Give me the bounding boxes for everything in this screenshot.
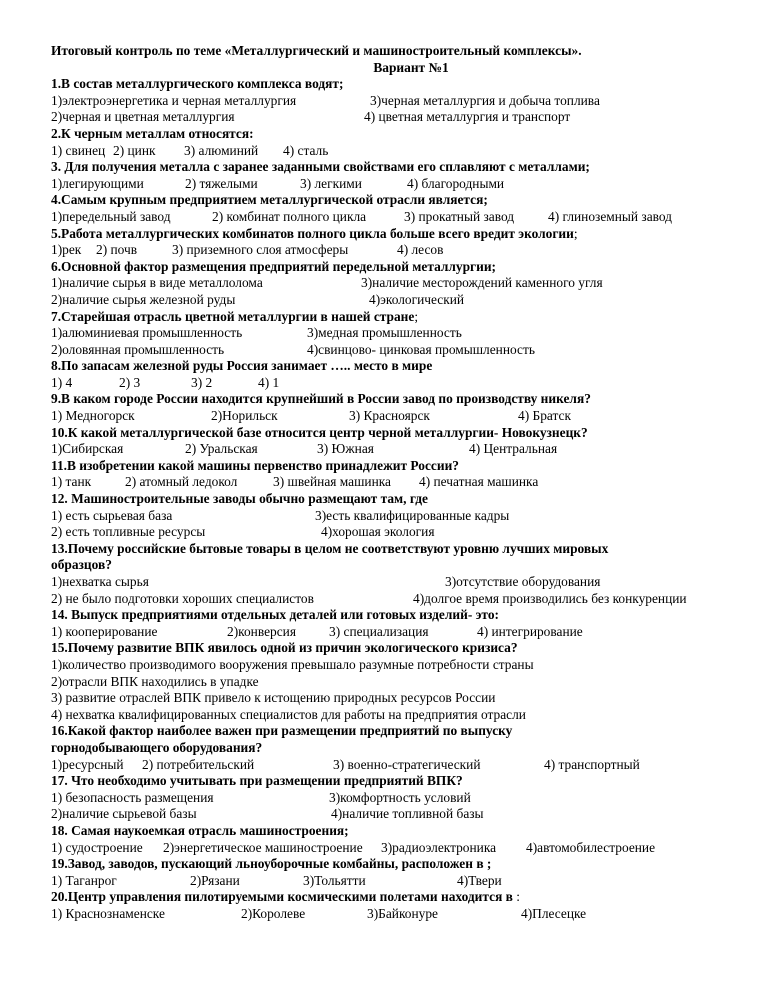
answer-option: 2) Уральская — [185, 441, 258, 457]
answer-option: 2)конверсия — [227, 623, 296, 639]
question-16: 16.Какой фактор наиболее важен при размещении предприятий по выпуску — [51, 723, 513, 739]
question-19: 19.Завод, заводов, пускающий льноуборочные комбайны, расположен в ; — [51, 856, 492, 872]
answer-option: 3)Тольятти — [303, 872, 366, 888]
question-text: 7.Старейшая отрасль цветной металлургии в нашей стране — [51, 308, 415, 324]
answer-option: 2)наличие сырья железной руды — [51, 291, 236, 307]
answer-option: 3)Байконуре — [367, 905, 438, 921]
answer-option: 2) не было подготовки хороших специалистов — [51, 590, 314, 606]
question-12: 12. Машиностроительные заводы обычно размещают там, где — [51, 491, 428, 507]
answer-option: 1)количество производимого вооружения превышало разумные потребности страны — [51, 656, 534, 672]
answer-option: 4) транспортный — [544, 756, 640, 772]
answer-row — [51, 143, 751, 160]
question-text: 5.Работа металлургических комбинатов полного цикла больше всего вредит экологии — [51, 225, 574, 241]
answer-row — [51, 93, 751, 110]
answer-option: 3)отсутствие оборудования — [445, 574, 601, 589]
answer-option: 2) тяжелыми — [185, 175, 258, 191]
answer-option: 1) судостроение — [51, 839, 143, 855]
answer-option: 2)черная и цветная металлургия — [51, 109, 235, 125]
answer-option: 1)передельный завод — [51, 208, 171, 224]
question-1: 1.В состав металлургического комплекса водят; — [51, 76, 344, 92]
question-13: 13.Почему российские бытовые товары в целом не соответствуют уровню лучших мировых — [51, 540, 609, 556]
answer-option: 4)хорошая экология — [321, 524, 435, 540]
answer-option: 4)автомобилестроение — [526, 839, 656, 855]
answer-option: 1) танк — [51, 474, 92, 490]
answer-row — [51, 624, 751, 641]
answer-option: 1)рек — [51, 242, 82, 258]
answer-option: 1) Краснознаменске — [51, 905, 165, 921]
variant-heading: Вариант №1 — [373, 59, 449, 75]
answer-option: 1)алюминиевая промышленность — [51, 325, 243, 341]
question-14: 14. Выпуск предприятиями отдельных деталей или готовых изделий- это: — [51, 607, 499, 623]
answer-option: 4) цветная металлургия и транспорт — [364, 109, 571, 125]
question-13-continued: образцов? — [51, 557, 112, 573]
answer-option: 2)энергетическое машиностроение — [163, 839, 363, 855]
answer-option: 2) есть топливные ресурсы — [51, 524, 206, 540]
answer-option: 1) безопасность размещения — [51, 789, 214, 805]
answer-option: 3) приземного слоя атмосферы — [172, 242, 349, 258]
answer-option: 3) специализация — [329, 623, 429, 639]
answer-option: 1)наличие сырья в виде металлолома — [51, 275, 263, 291]
answer-option: 3)медная промышленность — [307, 325, 462, 341]
answer-row — [51, 873, 751, 890]
answer-row — [51, 906, 751, 923]
answer-row — [51, 574, 751, 591]
answer-option: 2)наличие сырьевой базы — [51, 806, 197, 822]
question-4: 4.Самым крупным предприятием металлургической отрасли является; — [51, 192, 488, 208]
answer-option: 4)наличие топливной базы — [331, 806, 484, 822]
answer-option: 4) печатная машинка — [419, 474, 539, 490]
answer-option: 3) Южная — [317, 441, 374, 457]
answer-option: 3) прокатный завод — [404, 208, 515, 224]
answer-option: 2)Рязани — [190, 872, 240, 888]
answer-option: 3) легкими — [300, 175, 362, 191]
answer-option: 1) есть сырьевая база — [51, 507, 173, 523]
question-5 — [51, 226, 751, 243]
answer-option: 3)радиоэлектроника — [381, 839, 497, 855]
question-11: 11.В изобретении какой машины первенство принадлежит России? — [51, 457, 459, 473]
answer-option: 1) 4 — [51, 374, 73, 390]
answer-option: 4)Твери — [457, 872, 502, 888]
question-17: 17. Что необходимо учитывать при размещении предприятий ВПК? — [51, 773, 463, 789]
answer-option: 4) глиноземный завод — [548, 208, 672, 224]
answer-option: 4) Братск — [518, 408, 571, 424]
answer-row — [51, 109, 751, 126]
answer-option: 1)электроэнергетика и черная металлургия — [51, 92, 297, 108]
answer-row — [51, 292, 751, 309]
answer-option: 1) свинец — [51, 142, 106, 158]
document-title: Итоговый контроль по теме «Металлургический и машиностроительный комплексы». — [51, 43, 582, 58]
answer-option: 2) атомный ледокол — [125, 474, 238, 490]
answer-row — [51, 757, 751, 774]
answer-option: 3)комфортность условий — [329, 789, 471, 805]
answer-option: 1) кооперирование — [51, 623, 158, 639]
answer-option: 4) Центральная — [469, 441, 558, 457]
answer-row — [51, 524, 751, 541]
answer-option: 1)ресурсный — [51, 756, 124, 772]
answer-row — [51, 790, 751, 807]
question-18: 18. Самая наукоемкая отрасль машиностроения; — [51, 822, 349, 838]
question-9: 9.В каком городе России находится крупнейший в России завод по производству никеля? — [51, 391, 591, 407]
question-20 — [51, 889, 751, 906]
answer-row — [51, 209, 751, 226]
answer-option: 4) нехватка квалифицированных специалистов для работы на предприятия отрасли — [51, 706, 526, 722]
answer-option: 4) интегрирование — [477, 623, 583, 639]
answer-option: 4) сталь — [283, 142, 329, 158]
answer-option: 1) Медногорск — [51, 408, 135, 424]
answer-option: 1) Таганрог — [51, 872, 117, 888]
question-7 — [51, 309, 751, 326]
answer-option: 3)наличие месторождений каменного угля — [361, 275, 603, 291]
question-2: 2.К черным металлам относятся: — [51, 125, 254, 141]
question-punctuation: ; — [414, 308, 419, 324]
answer-row — [51, 591, 751, 608]
answer-row — [51, 242, 751, 259]
question-10: 10.К какой металлургической базе относится центр черной металлургии- Новокузнецк? — [51, 424, 588, 440]
answer-option: 2)Норильск — [211, 408, 278, 424]
answer-option: 1)Сибирская — [51, 441, 124, 457]
answer-option: 4)свинцово- цинковая промышленность — [307, 341, 535, 357]
answer-row — [51, 474, 751, 491]
answer-row — [51, 806, 751, 823]
answer-option: 1)нехватка сырья — [51, 574, 149, 589]
answer-option: 4) 1 — [258, 374, 280, 390]
question-punctuation: ; — [573, 225, 578, 241]
answer-row — [51, 375, 751, 392]
answer-option: 3) Красноярск — [349, 408, 430, 424]
answer-option: 2)отрасли ВПК находились в упадке — [51, 673, 259, 689]
document-body — [51, 43, 751, 922]
answer-option: 3) военно-стратегический — [333, 756, 481, 772]
answer-option: 2) почв — [96, 242, 138, 258]
answer-row — [51, 441, 751, 458]
question-6: 6.Основной фактор размещения предприятий передельной металлургии; — [51, 258, 497, 274]
question-text: 20.Центр управления пилотируемыми космическими полетами находится в — [51, 889, 513, 905]
question-punctuation: : — [512, 889, 520, 905]
question-15: 15.Почему развитие ВПК явилось одной из причин экологического кризиса? — [51, 640, 518, 656]
answer-option: 3) алюминий — [184, 142, 259, 158]
answer-row — [51, 408, 751, 425]
answer-row — [51, 176, 751, 193]
answer-option: 2)оловянная промышленность — [51, 341, 225, 357]
answer-option: 3)черная металлургия и добыча топлива — [370, 92, 600, 108]
answer-option: 3) швейная машинка — [273, 474, 391, 490]
answer-option: 2)Королеве — [241, 905, 306, 921]
answer-option: 2) цинк — [113, 142, 156, 158]
answer-row — [51, 275, 751, 292]
answer-option: 1)легирующими — [51, 175, 144, 191]
answer-option: 4) благородными — [407, 175, 505, 191]
question-16-continued: горнодобывающего оборудования? — [51, 739, 263, 755]
question-8: 8.По запасам железной руды Россия занимает ….. место в мире — [51, 358, 433, 374]
question-3: 3. Для получения металла с заранее заданными свойствами его сплавляют с металлами; — [51, 159, 590, 175]
answer-option: 4)Плесецке — [521, 905, 587, 921]
answer-option: 2) потребительский — [142, 756, 255, 772]
answer-option: 3) 2 — [191, 374, 213, 390]
answer-option: 3) развитие отраслей ВПК привело к истощению природных ресурсов России — [51, 690, 496, 706]
answer-option: 2) комбинат полного цикла — [212, 208, 367, 224]
answer-option: 2) 3 — [119, 374, 141, 390]
answer-option: 4)экологический — [369, 291, 465, 307]
answer-option: 3)есть квалифицированные кадры — [315, 507, 510, 523]
answer-option: 4)долгое время производились без конкуренции — [413, 590, 687, 606]
answer-row — [51, 325, 751, 342]
answer-option: 4) лесов — [397, 242, 444, 258]
answer-row — [51, 342, 751, 359]
answer-row — [51, 840, 751, 857]
answer-row — [51, 508, 751, 525]
